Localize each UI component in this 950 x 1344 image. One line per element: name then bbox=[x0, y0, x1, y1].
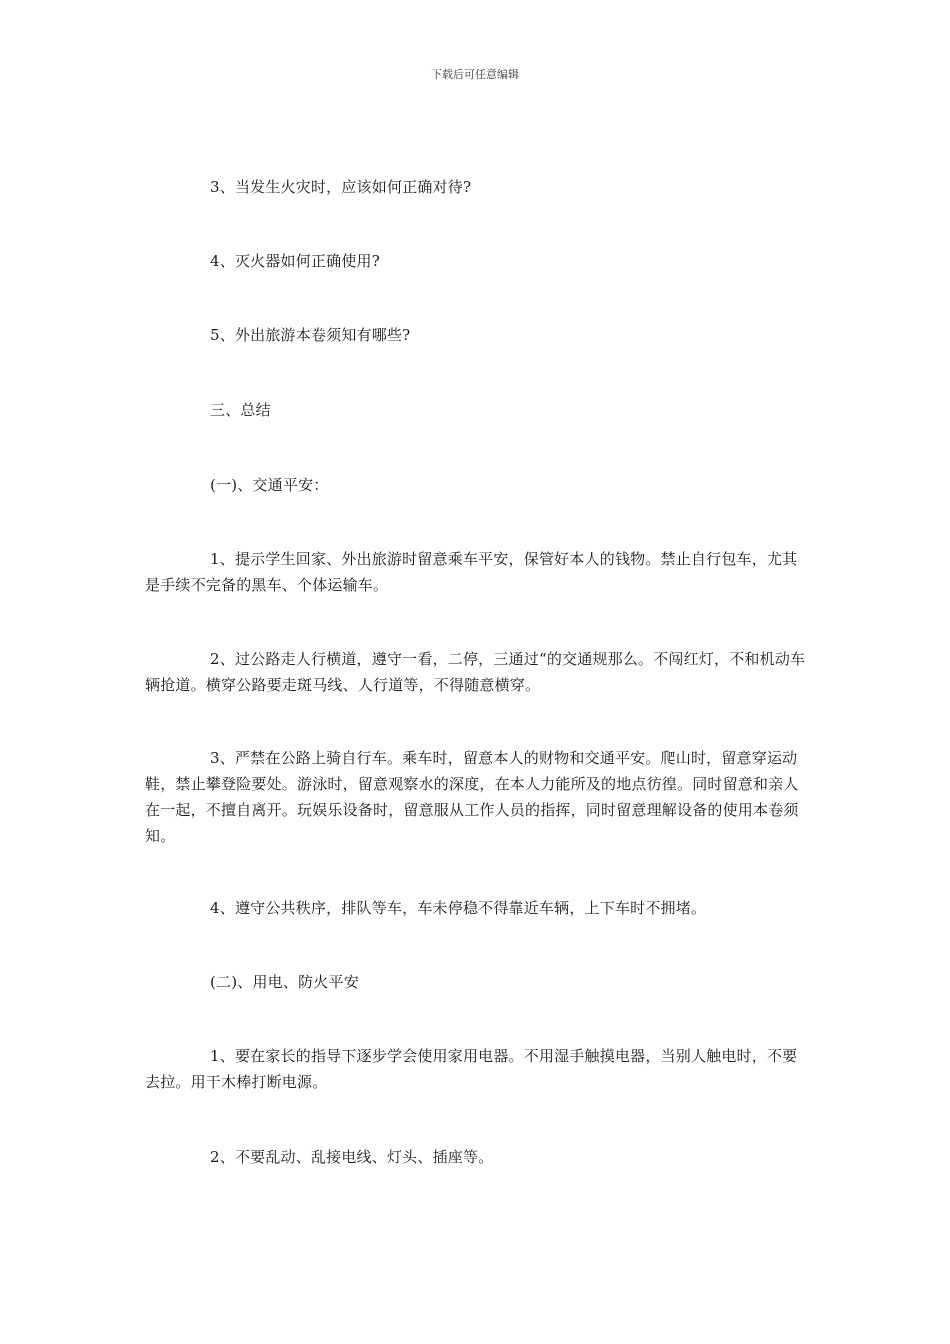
page-header: 下载后可任意编辑 bbox=[431, 68, 519, 81]
subsection-traffic-safety: (一)、交通平安： bbox=[210, 476, 329, 494]
traffic-paragraph-1: 1、提示学生回家、外出旅游时留意乘车平安，保管好本人的钱物。禁止自行包车，尤其是手续不完备的黑车、个体运输车。 bbox=[145, 550, 798, 594]
section-heading-summary: 三、总结 bbox=[210, 401, 271, 419]
question-extinguisher: 4、灭火器如何正确使用? bbox=[210, 252, 380, 270]
electric-paragraph-1: 1、要在家长的指导下逐步学会使用家用电器。不用湿手触摸电器，当别人触电时，不要去拉。用干木棒打断电源。 bbox=[145, 1047, 798, 1091]
electric-paragraph-2: 2、不要乱动、乱接电线、灯头、插座等。 bbox=[210, 1148, 494, 1166]
traffic-paragraph-4: 4、遵守公共秩序，排队等车，车未停稳不得靠近车辆，上下车时不拥堵。 bbox=[210, 899, 707, 917]
subsection-electric-fire-safety: (二)、用电、防火平安 bbox=[210, 973, 359, 991]
traffic-paragraph-3: 3、严禁在公路上骑自行车。乘车时，留意本人的财物和交通平安。爬山时，留意穿运动鞋，禁止攀登险要处。游泳时，留意观察水的深度，在本人力能所及的地点彷徨。同时留意和亲人在一起，不擅自离开。玩娱乐设备时，留意服从工作人员的指挥，同时留意理解设备的使用本卷须知。 bbox=[145, 749, 799, 845]
traffic-paragraph-2: 2、过公路走人行横道，遵守一看，二停，三通过“的交通规那么。不闯红灯，不和机动车辆抢道。横穿公路要走斑马线、人行道等，不得随意横穿。 bbox=[145, 650, 806, 694]
question-fire: 3、当发生火灾时，应该如何正确对待? bbox=[210, 178, 472, 196]
question-travel: 5、外出旅游本卷须知有哪些? bbox=[210, 326, 411, 344]
